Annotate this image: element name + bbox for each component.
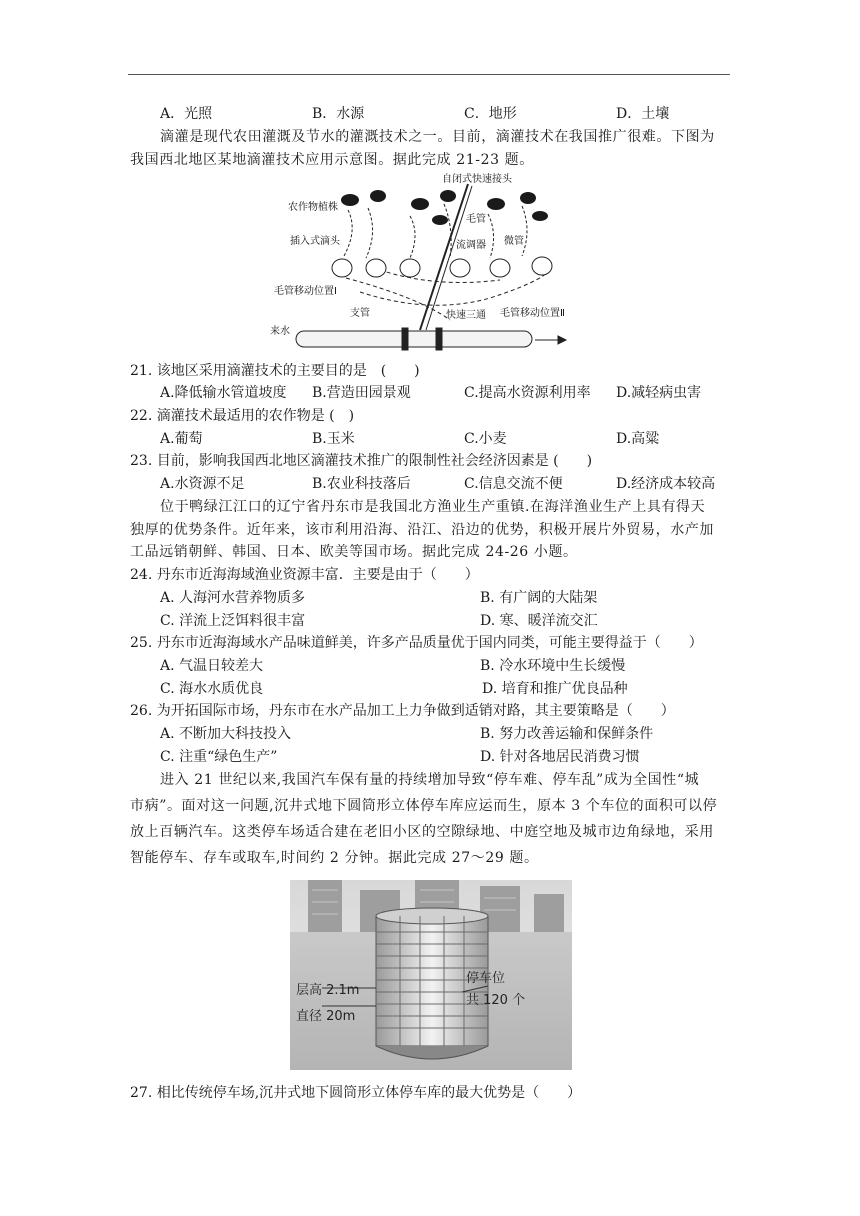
q22-option-d: D.高粱 bbox=[616, 431, 660, 447]
q23-option-d: D.经济成本较高 bbox=[616, 476, 716, 492]
q21-option-c: C.提高水资源利用率 bbox=[464, 385, 591, 401]
q21-option-d: D.减轻病虫害 bbox=[616, 385, 702, 401]
q21-option-a: A.降低输水管道坡度 bbox=[160, 385, 287, 401]
floor-height-label: 层高 2.1m bbox=[296, 983, 360, 998]
q24-option-b: B. 有广阔的大陆架 bbox=[480, 590, 598, 606]
parking-total-label: 共 120 个 bbox=[466, 993, 526, 1008]
passage3-line3: 放上百辆汽车。这类停车场适合建在老旧小区的空隙绿地、中庭空地及城市边角绿地，采用 bbox=[130, 824, 714, 840]
q23-option-a: A.水资源不足 bbox=[160, 476, 245, 492]
q25-option-d: D. 培育和推广优良品种 bbox=[482, 681, 628, 697]
parking-garage-photo bbox=[290, 880, 572, 1070]
drip-irrigation-diagram bbox=[260, 170, 580, 356]
q25-option-a: A. 气温日较差大 bbox=[160, 658, 264, 674]
q26-option-d: D. 针对各地居民消费习惯 bbox=[480, 749, 640, 765]
q26-option-c: C. 注重“绿色生产” bbox=[160, 749, 278, 765]
label-microtube: 微管 bbox=[504, 236, 524, 247]
diameter-label: 直径 20m bbox=[296, 1009, 356, 1024]
label-plant: 农作物植株 bbox=[288, 202, 338, 213]
prev-option-a: A．光照 bbox=[160, 106, 213, 122]
label-regulator: 流调器 bbox=[456, 240, 486, 251]
q24-option-d: D. 寒、暖洋流交汇 bbox=[480, 613, 598, 629]
q25-option-c: C. 海水水质优良 bbox=[160, 681, 264, 697]
q23-option-b: B.农业科技落后 bbox=[312, 476, 411, 492]
q22-option-c: C.小麦 bbox=[464, 431, 507, 447]
q23-option-c: C.信息交流不便 bbox=[464, 476, 563, 492]
q24-option-c: C. 洋流上泛饵料很丰富 bbox=[160, 613, 306, 629]
q24-option-a: A. 人海河水营养物质多 bbox=[160, 590, 306, 606]
q27-stem: 27. 相比传统停车场,沉井式地下圆筒形立体停车库的最大优势是（ ） bbox=[130, 1085, 582, 1101]
passage2-line2: 独厚的优势条件。近年来，该市利用沿海、沿江、沿边的优势，积极开展片外贸易，水产加 bbox=[130, 522, 714, 538]
q22-option-b: B.玉米 bbox=[312, 431, 355, 447]
q22-option-a: A.葡萄 bbox=[160, 431, 203, 447]
q23-stem: 23. 目前，影响我国西北地区滴灌技术推广的限制性社会经济因素是 ( ) bbox=[130, 453, 593, 469]
q22-stem: 22. 滴灌技术最适用的农作物是 ( ) bbox=[130, 408, 355, 424]
prev-option-d: D．土壤 bbox=[616, 106, 670, 122]
q26-option-a: A. 不断加大科技投入 bbox=[160, 726, 292, 742]
q24-stem: 24. 丹东市近海海域渔业资源丰富．主要是由于（ ） bbox=[130, 567, 479, 583]
q25-option-b: B. 冷水环境中生长缓慢 bbox=[480, 658, 626, 674]
passage3-line2: 市病”。面对这一问题,沉井式地下圆筒形立体停车库应运而生，原本 3 个车位的面积可以停 bbox=[130, 798, 718, 814]
q21-option-b: B.营造田园景观 bbox=[312, 385, 411, 401]
q26-stem: 26. 为开拓国际市场，丹东市在水产品加工上力争做到适销对路，其主要策略是（ ） bbox=[130, 703, 675, 719]
q26-option-b: B. 努力改善运输和保鲜条件 bbox=[480, 726, 654, 742]
label-tee: 快速三通 bbox=[446, 310, 486, 321]
branch-pipe bbox=[296, 331, 532, 347]
q25-stem: 25. 丹东市近海海域水产品味道鲜美，许多产品质量优于国内同类，可能主要得益于（ ） bbox=[130, 635, 703, 651]
prev-option-b: B．水源 bbox=[312, 106, 365, 122]
label-branch: 支管 bbox=[350, 308, 370, 319]
passage3-line1: 进入 21 世纪以来,我国汽车保有量的持续增加导致“停车难、停车乱”成为全国性“城 bbox=[160, 772, 700, 788]
header-rule bbox=[128, 74, 730, 75]
label-pos1: 毛管移动位置Ⅰ bbox=[274, 286, 337, 297]
passage3-line4: 智能停车、存车或取车,时间约 2 分钟。据此完成 27～29 题。 bbox=[130, 850, 539, 866]
passage1-line2: 我国西北地区某地滴灌技术应用示意图。据此完成 21-23 题。 bbox=[130, 152, 534, 168]
label-inflow: 来水 bbox=[270, 326, 290, 337]
parking-spaces-label: 停车位 bbox=[466, 971, 506, 986]
passage2-line1: 位于鸭绿江江口的辽宁省丹东市是我国北方渔业生产重镇.在海洋渔业生产上具有得天 bbox=[160, 499, 706, 515]
label-valve: 自闭式快速接头 bbox=[442, 174, 512, 185]
prev-option-c: C．地形 bbox=[464, 106, 517, 122]
label-pos2: 毛管移动位置Ⅱ bbox=[500, 308, 565, 319]
label-dripper: 插入式滴头 bbox=[290, 236, 340, 247]
q21-stem: 21. 该地区采用滴灌技术的主要目的是 ( ) bbox=[130, 363, 420, 379]
passage2-line3: 工品远销朝鲜、韩国、日本、欧美等国市场。据此完成 24-26 小题。 bbox=[130, 544, 578, 560]
passage1-line1: 滴灌是现代农田灌溉及节水的灌溉技术之一。目前，滴灌技术在我国推广很难。下图为 bbox=[160, 129, 715, 145]
label-capillary: 毛管 bbox=[466, 214, 486, 225]
